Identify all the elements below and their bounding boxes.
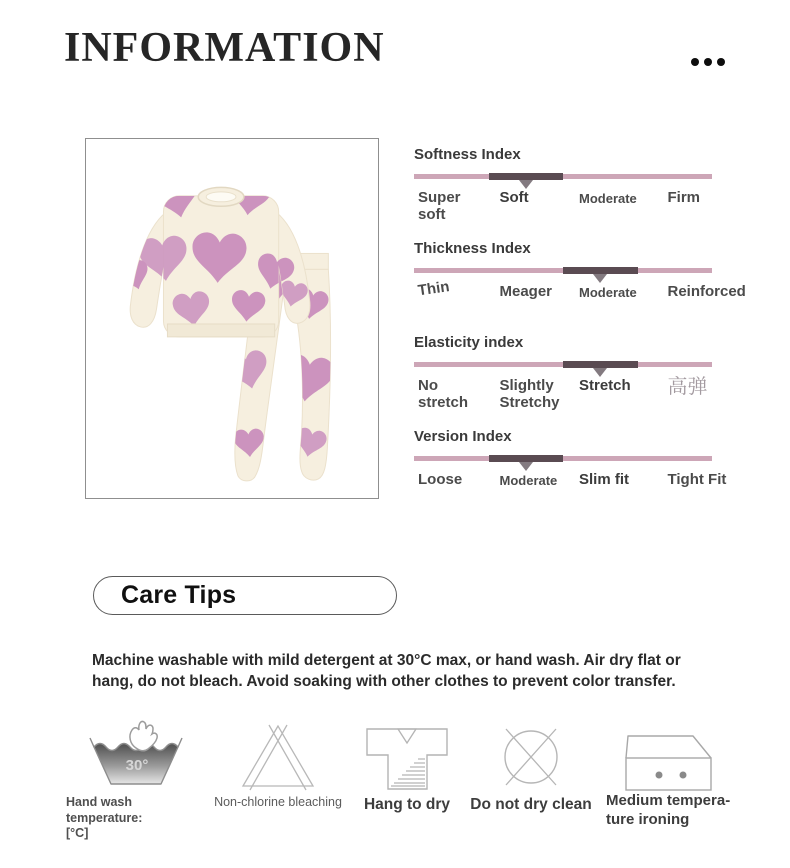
care-item-label: Hang to dry bbox=[363, 796, 451, 813]
care-item-hang-to-dry bbox=[348, 716, 466, 814]
care-item-hand-wash bbox=[66, 716, 206, 842]
non-chlorine-bleach-icon bbox=[238, 722, 318, 792]
index-bar bbox=[414, 362, 712, 367]
product-image bbox=[85, 138, 379, 499]
dot bbox=[691, 58, 699, 66]
page-title: INFORMATION bbox=[64, 25, 385, 71]
index-bar bbox=[414, 268, 712, 273]
index-bar-selected-segment bbox=[489, 173, 564, 180]
index-label: Moderate bbox=[579, 285, 637, 300]
index-label: Moderate bbox=[579, 191, 637, 206]
index-label: Super soft bbox=[418, 189, 461, 223]
index-label: Slim fit bbox=[579, 471, 630, 488]
index-title: Elasticity index bbox=[414, 334, 524, 351]
care-tips-label: Care Tips bbox=[121, 581, 237, 609]
index-label: Tight Fit bbox=[667, 471, 727, 488]
thickness-index bbox=[414, 240, 746, 334]
care-tips-heading bbox=[93, 576, 397, 615]
index-label: Loose bbox=[418, 471, 463, 488]
index-label: Moderate bbox=[499, 473, 558, 488]
dot bbox=[704, 58, 712, 66]
index-label: Meager bbox=[499, 283, 553, 300]
hand-wash-icon bbox=[89, 716, 183, 792]
index-label: Soft bbox=[499, 189, 529, 206]
care-item-label: Do not dry clean bbox=[470, 796, 592, 813]
index-label: Reinforced bbox=[667, 283, 746, 300]
elasticity-index bbox=[414, 334, 712, 428]
index-title: Version Index bbox=[414, 428, 512, 445]
index-bar-selected-segment bbox=[489, 455, 564, 462]
index-scales bbox=[414, 146, 746, 522]
index-label: Thin bbox=[416, 278, 451, 300]
do-not-dry-clean-icon bbox=[491, 724, 571, 792]
version-index bbox=[414, 428, 727, 522]
care-item-label: Medium tempera- ture ironing bbox=[606, 792, 731, 828]
index-label: Stretch bbox=[579, 377, 631, 394]
care-item-medium-ironing bbox=[606, 716, 732, 830]
index-label: Firm bbox=[667, 189, 701, 206]
index-bar bbox=[414, 456, 712, 461]
care-instructions-text: Machine washable with mild detergent at 30°C max, or hand wash. Air dry flat or hang, do not bleach. Avoid soaking with other clothes to prevent color transfer. bbox=[92, 652, 681, 691]
index-label: 高弹 bbox=[667, 376, 708, 398]
care-item-label: Hand wash temperature: [°C] bbox=[66, 795, 143, 841]
index-label: No stretch bbox=[418, 377, 469, 411]
care-item-label: Non-chlorine bleaching bbox=[214, 795, 342, 809]
softness-index bbox=[414, 146, 712, 240]
hang-to-dry-icon bbox=[364, 726, 450, 792]
index-label: Slightly Stretchy bbox=[499, 377, 560, 411]
index-bar-selected-segment bbox=[563, 267, 638, 274]
care-item-non-chlorine-bleach bbox=[212, 716, 344, 811]
dot bbox=[717, 58, 725, 66]
svg-text:30°: 30° bbox=[125, 757, 149, 774]
heart-pattern-clothing-set-illustration bbox=[86, 139, 378, 498]
index-title: Softness Index bbox=[414, 146, 521, 163]
index-bar-selected-segment bbox=[563, 361, 638, 368]
medium-temperature-ironing-icon bbox=[623, 732, 715, 792]
index-title: Thickness Index bbox=[414, 240, 531, 257]
index-bar bbox=[414, 174, 712, 179]
more-options-icon[interactable] bbox=[691, 58, 725, 66]
care-item-do-not-dry-clean bbox=[468, 716, 594, 814]
